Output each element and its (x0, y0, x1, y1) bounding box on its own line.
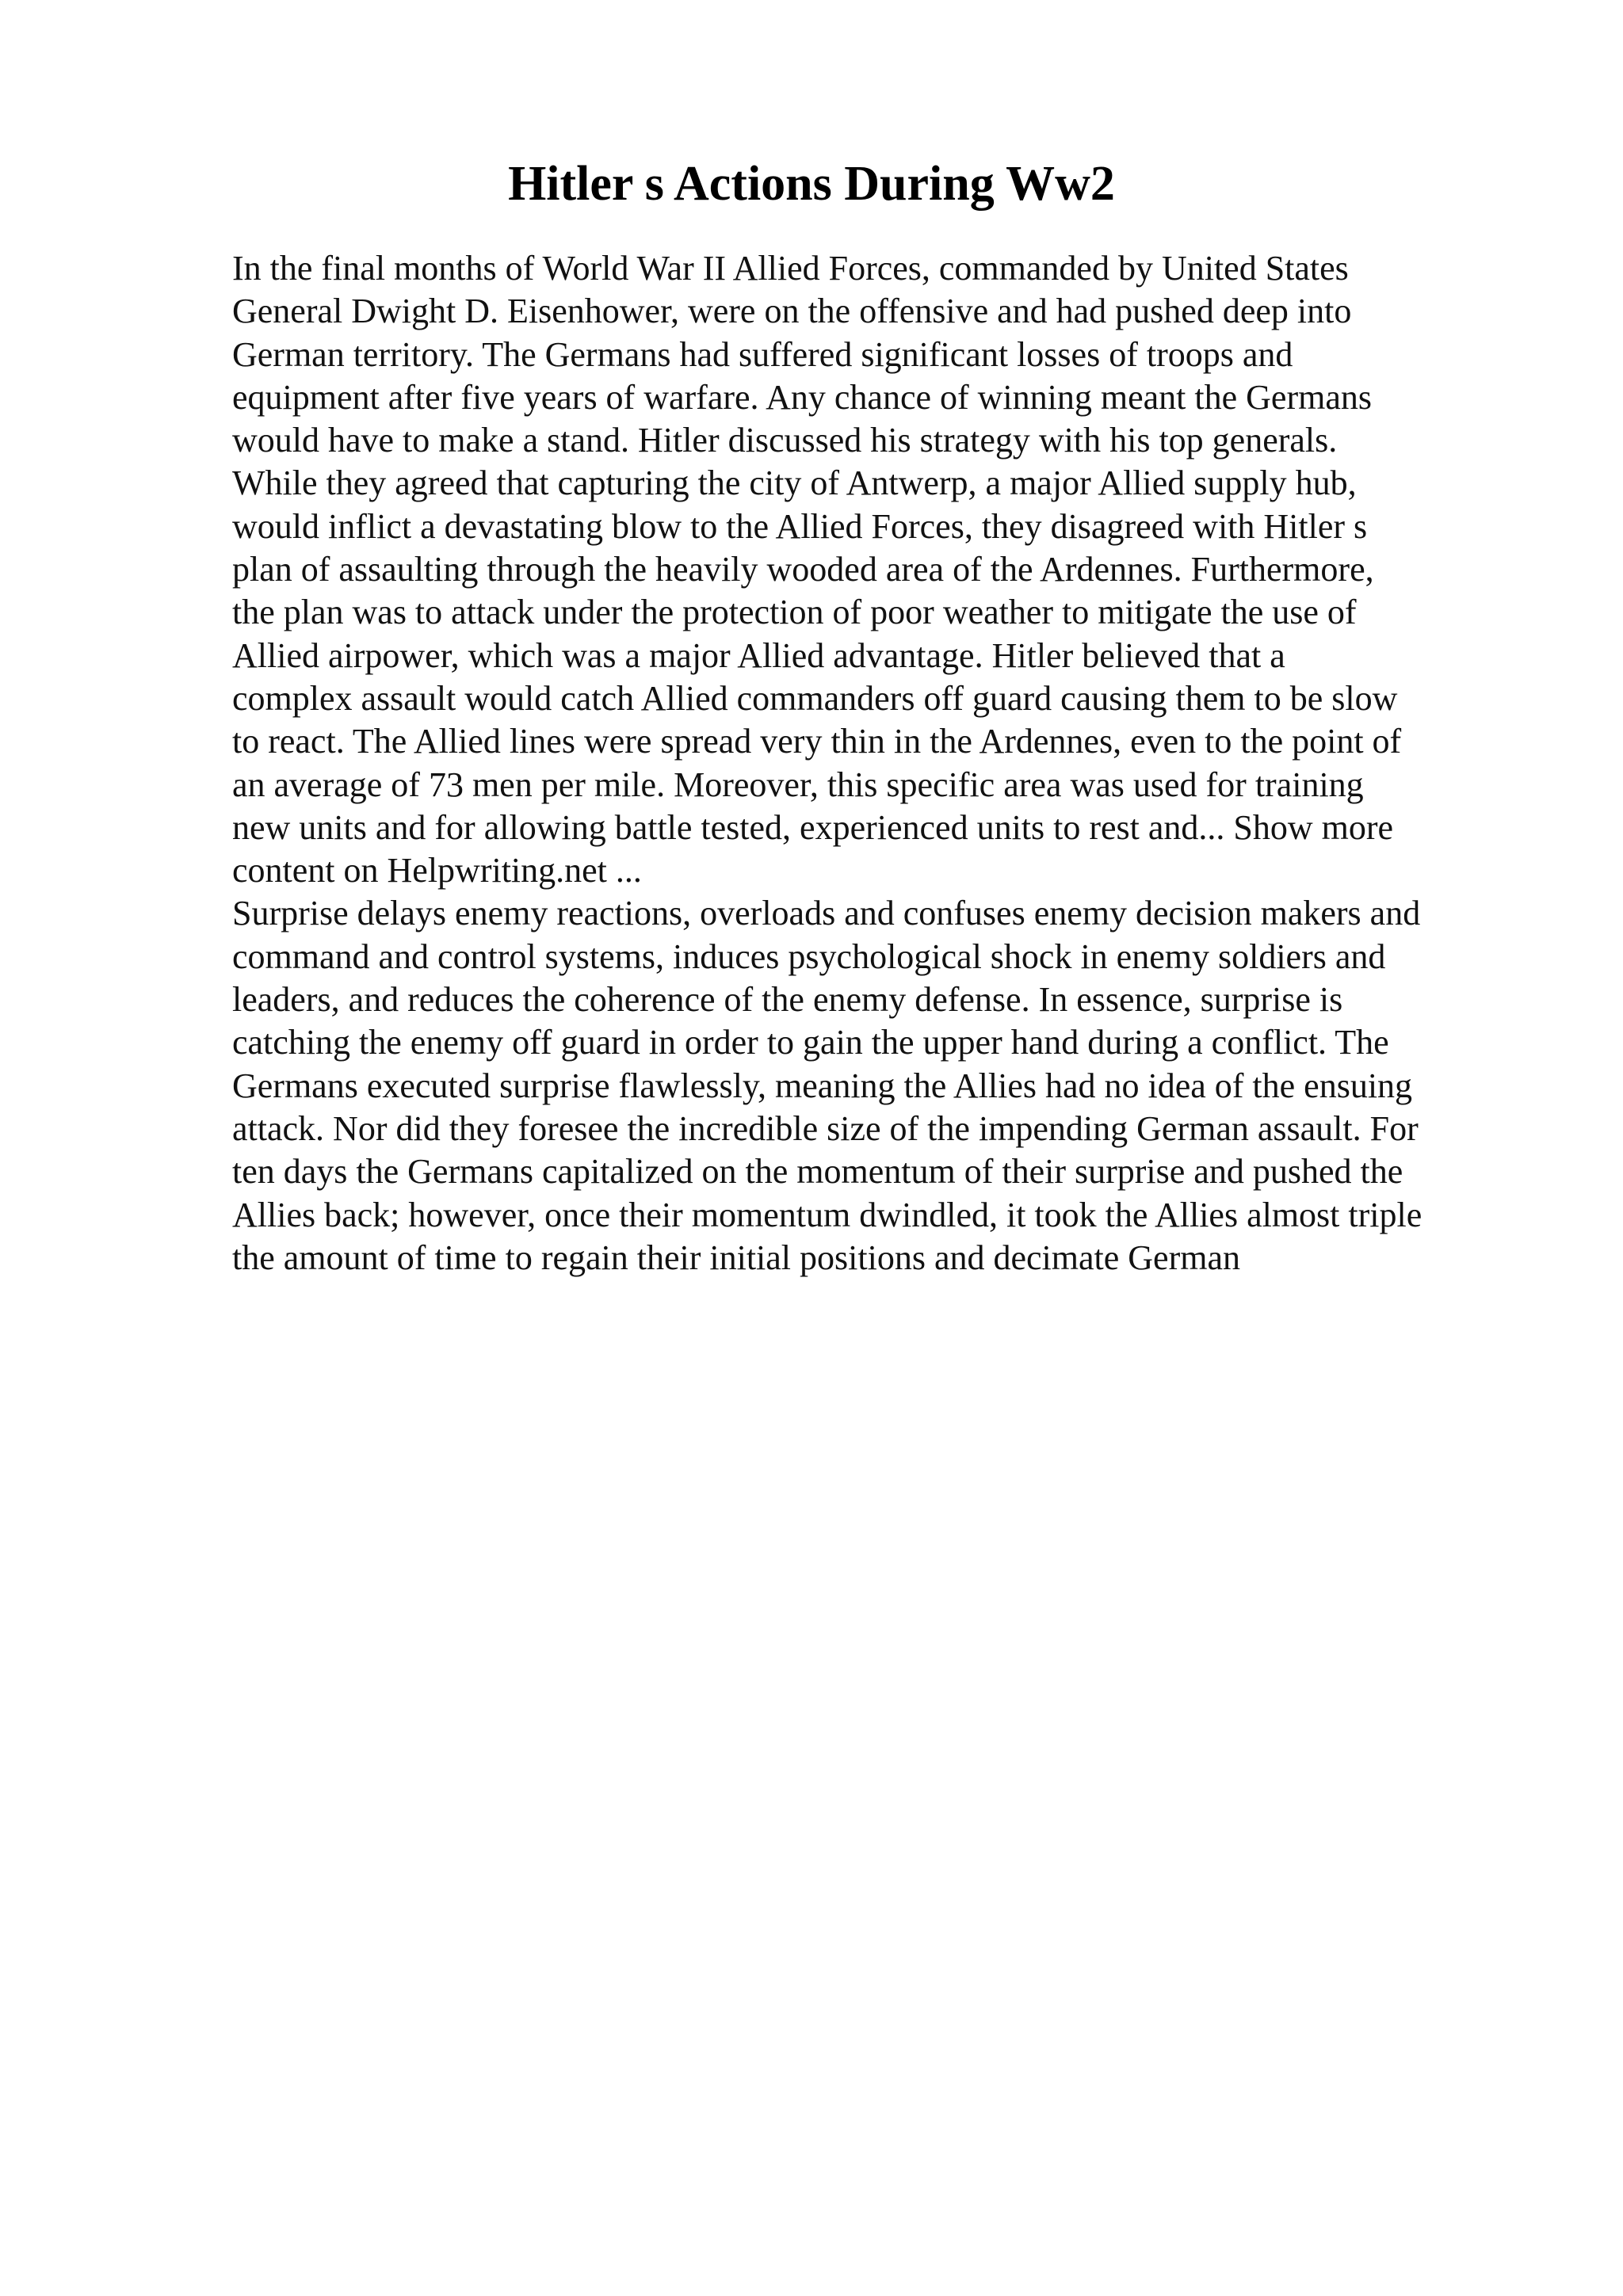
text-line: would inflict a devastating blow to the Allied Forces, they disagreed with Hitler s (232, 506, 1368, 546)
text-line: equipment after five years of warfare. Any chance of winning meant the Germans (232, 377, 1372, 417)
text-line: the plan was to attack under the protection of poor weather to mitigate the use of (232, 593, 1357, 632)
text-line: Surprise delays enemy reactions, overloads and confuses enemy decision makers and (232, 894, 1421, 933)
text-line: leaders, and reduces the coherence of the enemy defense. In essence, surprise is (232, 980, 1343, 1020)
text-line: While they agreed that capturing the city of Antwerp, a major Allied supply hub, (232, 463, 1357, 503)
text-line: German territory. The Germans had suffered significant losses of troops and (232, 334, 1293, 374)
text-line: an average of 73 men per mile. Moreover, this specific area was used for training (232, 765, 1364, 804)
text-line: new units and for allowing battle tested, experienced units to rest and... Show more (232, 807, 1394, 847)
text-line: to react. The Allied lines were spread very thin in the Ardennes, even to the point of (232, 722, 1402, 761)
paragraph-2 (232, 892, 1516, 1280)
text-line: Allies back; however, once their momentum dwindled, it took the Allies almost triple (232, 1195, 1423, 1234)
text-line: plan of assaulting through the heavily wooded area of the Ardennes. Furthermore, (232, 550, 1374, 589)
document-title: Hitler s Actions During Ww2 (508, 157, 1115, 211)
text-line: Germans executed surprise flawlessly, meaning the Allies had no idea of the ensuing (232, 1066, 1413, 1105)
paragraph-1 (232, 247, 1516, 892)
text-line: content on Helpwriting.net ... (232, 851, 642, 891)
text-line: In the final months of World War II Allied Forces, commanded by United States (232, 249, 1349, 288)
text-line: General Dwight D. Eisenhower, were on the offensive and had pushed deep into (232, 292, 1352, 331)
document-body (232, 247, 1516, 1280)
text-line: command and control systems, induces psychological shock in enemy soldiers and (232, 936, 1386, 976)
text-line: ten days the Germans capitalized on the momentum of their surprise and pushed the (232, 1152, 1403, 1192)
text-line: complex assault would catch Allied commanders off guard causing them to be slow (232, 678, 1398, 718)
text-line: would have to make a stand. Hitler discussed his strategy with his top generals. (232, 421, 1338, 460)
text-line: attack. Nor did they foresee the incredible size of the impending German assault. For (232, 1108, 1419, 1148)
text-line: catching the enemy off guard in order to gain the upper hand during a conflict. The (232, 1023, 1389, 1062)
text-line: the amount of time to regain their initial positions and decimate German (232, 1238, 1240, 1277)
text-line: Allied airpower, which was a major Allied advantage. Hitler believed that a (232, 635, 1285, 675)
